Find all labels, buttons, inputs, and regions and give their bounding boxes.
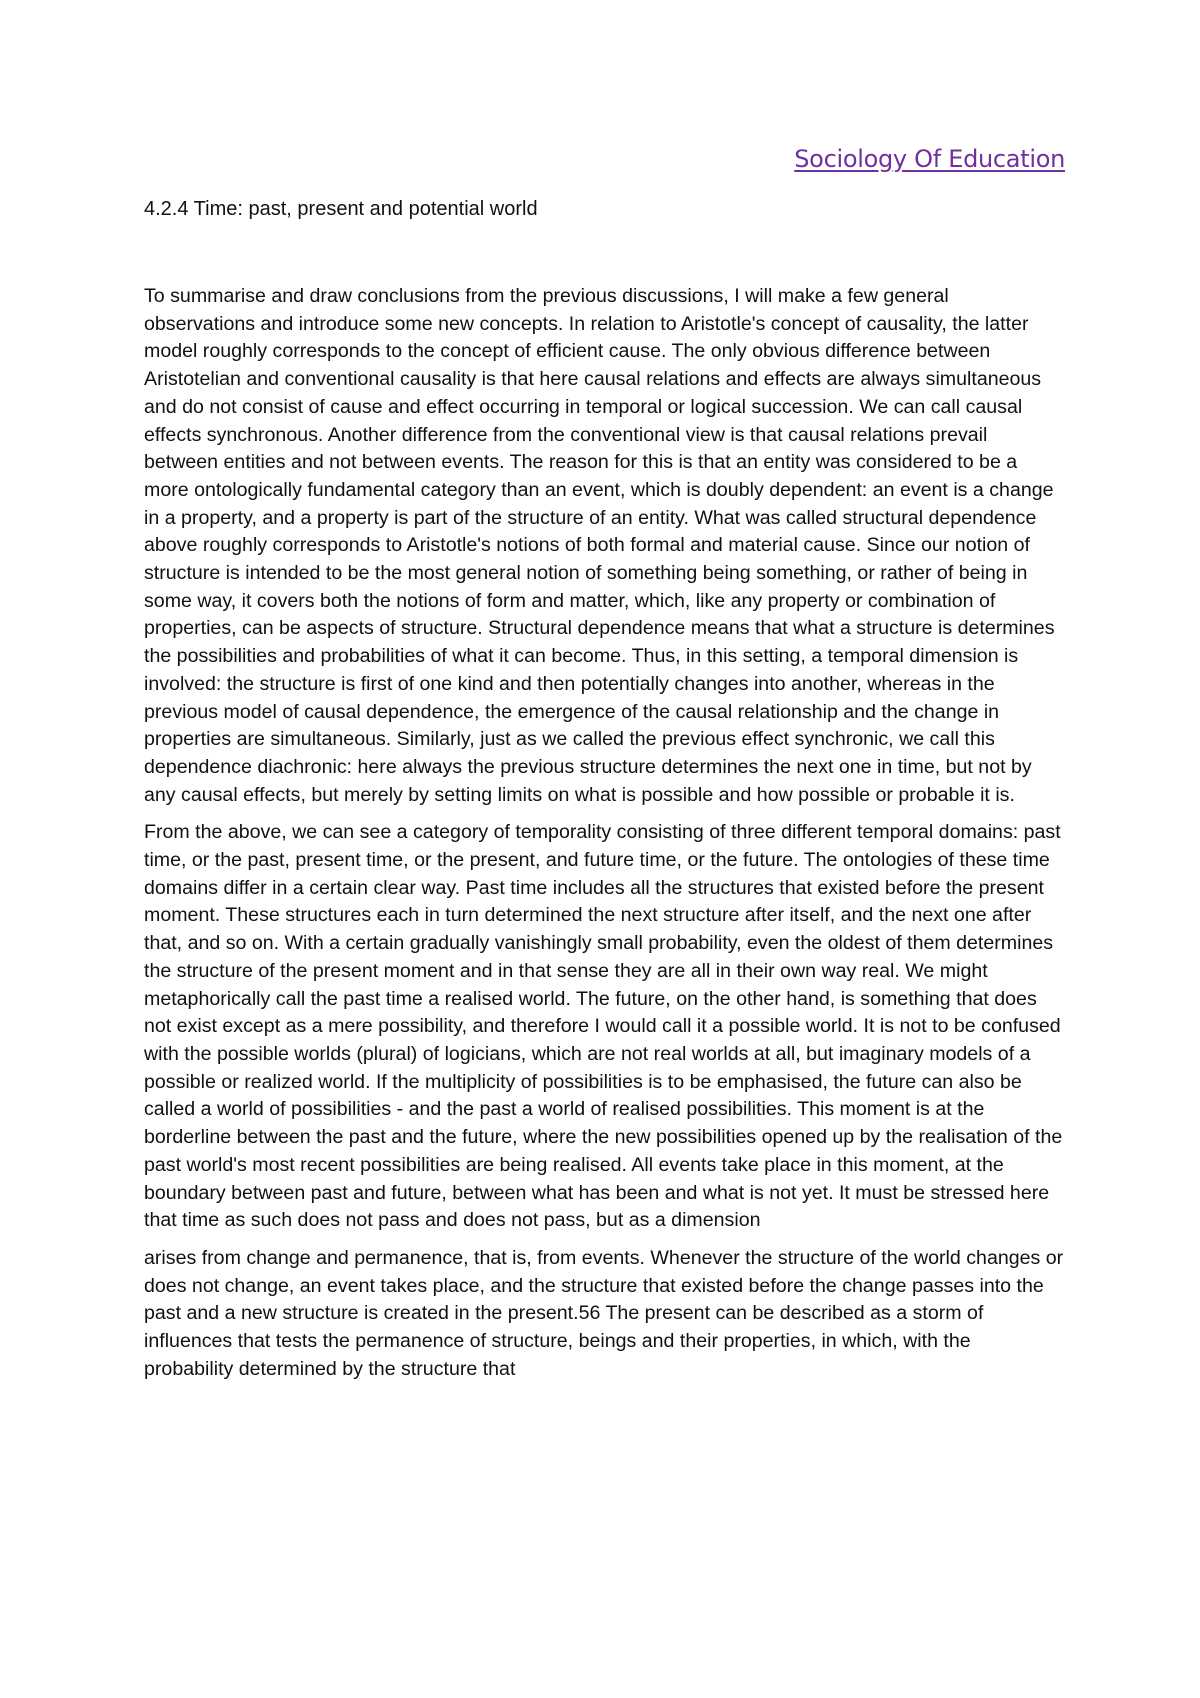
paragraph-2: From the above, we can see a category of temporality consisting of three different temporal domains: past time, or the past, present time, or the present, and future time, or the future. The ontologies of these time domains differ in a certain clear way. Past time includes all the structures that existed before the present moment. These structures each in turn determined the next structure after itself, and the next one after that, and so on. With a certain gradually vanishingly small probability, even the oldest of them determines the structure of the present moment and in that sense they are all in their own way real. We might metaphorically call the past time a realised world. The future, on the other hand, is something that does not exist except as a mere possibility, and therefore I would call it a possible world. It is not to be confused with the possible worlds (plural) of logicians, which are not real worlds at all, but imaginary models of a possible or realized world. If the multiplicity of possibilities is to be emphasised, the future can also be called a world of possibilities - and the past a world of realised possibilities. This moment is at the borderline between the past and the future, where the new possibilities opened up by the realisation of the past world's most recent possibilities are being realised. All events take place in this moment, at the boundary between past and future, between what has been and what is not yet. It must be stressed here that time as such does not pass and does not pass, but as a dimension <box>144 821 1063 1232</box>
body-text <box>144 283 1064 1393</box>
section-heading: 4.2.4 Time: past, present and potential world <box>144 198 538 220</box>
paragraph-3: arises from change and permanence, that is, from events. Whenever the structure of the world changes or does not change, an event takes place, and the structure that existed before the change passes into the past and a new structure is created in the present.56 The present can be described as a storm of influences that tests the permanence of structure, beings and their properties, in which, with the probability determined by the structure that <box>144 1246 1064 1380</box>
document-title-link[interactable]: Sociology Of Education <box>794 145 1065 173</box>
paragraph-1: To summarise and draw conclusions from the previous discussions, I will make a few general observations and introduce some new concepts. In relation to Aristotle's concept of causality, the latter model roughly corresponds to the concept of efficient cause. The only obvious difference between Aristotelian and conventional causality is that here causal relations and effects are always simultaneous and do not consist of cause and effect occurring in temporal or logical succession. We can call causal effects synchronous. Another difference from the conventional view is that causal relations prevail between entities and not between events. The reason for this is that an entity was considered to be a more ontologically fundamental category than an event, which is doubly dependent: an event is a change in a property, and a property is part of the structure of an entity. What was called structural dependence above roughly corresponds to Aristotle's notions of both formal and material cause. Since our notion of structure is intended to be the most general notion of something being something, or rather of being in some way, it covers both the notions of form and matter, which, like any property or combination of properties, can be aspects of structure. Structural dependence means that what a structure is determines the possibilities and probabilities of what it can become. Thus, in this setting, a temporal dimension is involved: the structure is first of one kind and then potentially changes into another, whereas in the previous model of causal dependence, the emergence of the causal relationship and the change in properties are simultaneous. Similarly, just as we called the previous effect synchronic, we call this dependence diachronic: here always the previous structure determines the next one in time, but not by any causal effects, but merely by setting limits on what is possible and how possible or probable it is. <box>144 285 1055 806</box>
